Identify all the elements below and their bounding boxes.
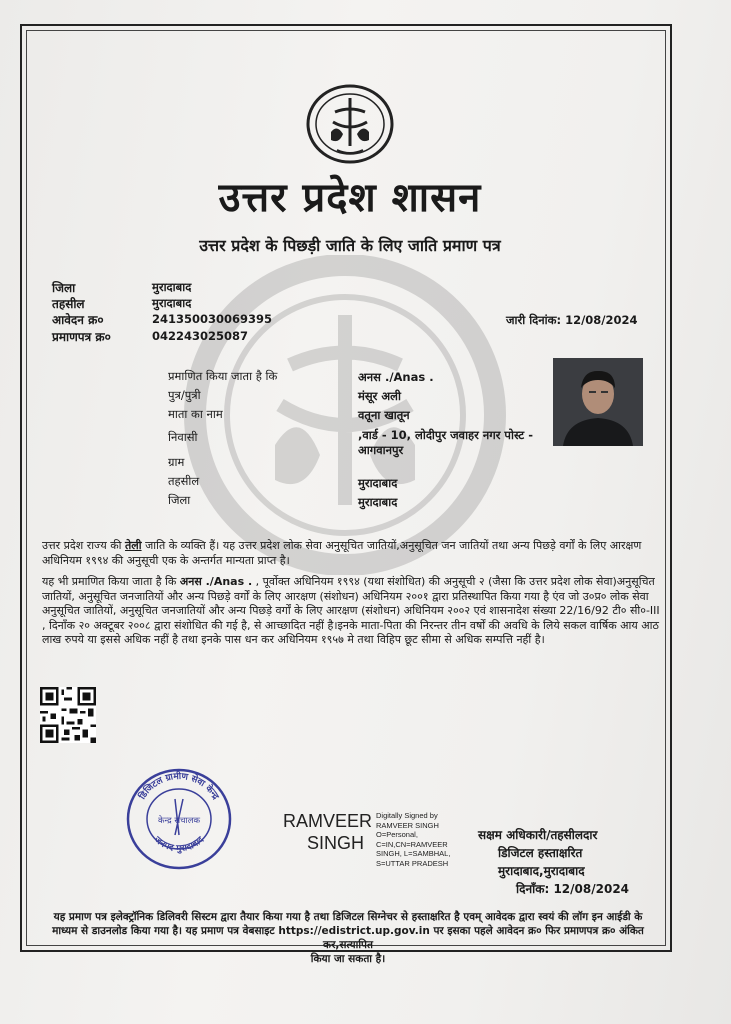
digital-sig-line2: RAMVEER SINGH [376,820,439,830]
svg-text:जनपद मुरादाबाद [151,834,207,854]
certification-paragraph-start: यह भी प्रमाणित किया जाता है कि [42,575,177,588]
seal-bottom-text: जनपद मुरादाबाद [152,835,206,855]
authority-location: मुरादाबाद,मुरादाबाद [498,864,585,878]
signer-name-line1: RAMVEER [283,811,373,831]
authority-date: 12/08/2024 [553,882,630,896]
person-silhouette-icon [553,358,643,446]
issue-date-line [506,313,638,328]
digital-sig-line4: C=IN,CN=RAMVEER [376,839,448,849]
certification-paragraph-end: , पूर्वोक्त अधिनियम १९९४ (यथा संशोधित) की अनुसूची २ (जैसा कि उत्तर प्रदेश लोक सेवा)अनुसूचित जातियों, अनुसूचित जनजातियों और अन्य पिछड़े वर्गों के लिए आरक्षण (संशोधन) अधिनियम २००१ द्वारा प्रतिस्थापित किया गया है एंव जो उ०प्र० लोक सेवा अनुसूचित जातियों, अनुसूचित जनजातियों और अन्य पिछड़े वर्गों के लिए आरक्षण (संशोधन) अधिनियम २००२ एवं शासनादेश संख्या 22/16/92 टी० सी०-III , दिनाँक २० अक्टूबर २००८ द्वारा संशोधित की गई है, से आच्छादित नहीं है।इनके माता-पिता की निरन्तर तीन वर्षों की अवधि के लिये सकल वार्षिक आय आठ लाख रुपये या इससे अधिक नहीं है तथा इनके पास धन कर अधिनियम १९५७ मे तथा विहिप छूट सीमा से अधिक सम्पत्ति नहीं है। [42,575,660,646]
qr-code [40,687,96,743]
footer-line2-end: पर इसका पहले आवेदन क्र० फिर प्रमाणपत्र क्र० अंकित कर,सत्यापित [323,925,644,951]
person-tehsil: मुरादाबाद [358,476,398,490]
issue-date-label: जारी दिनांक: [506,313,562,327]
authority-date-line [478,880,629,898]
footer-line1: यह प्रमाण पत्र इलेक्ट्रॉनिक डिलिवरी सिस्टम द्वारा तैयार किया गया है तथा डिजिटल सिग्नेचर से हस्ताक्षरित है एवम् आवेदक द्वारा स्वयं की लॉग इन आईडी के [53,911,643,923]
person-district: मुरादाबाद [358,495,398,509]
seal-center-text: केन्द्र संचालक [157,816,201,826]
certificate-number: 042243025087 [152,329,249,343]
address: ,वार्ड - 10, लोदीपुर जवाहर नगर पोस्ट - आगवानपुर [358,428,533,457]
footer-note [28,910,668,966]
application-number-label: आवेदन क्र० [52,313,104,327]
page-title: उत्तर प्रदेश शासन [218,174,482,221]
father-name: मंसूर अली [358,389,401,403]
footer-line2-start: माध्यम से डाउनलोड किया गया है। यह प्रमाण पत्र वेबसाइट [52,925,275,937]
person-tehsil-label: तहसील [168,474,200,488]
tehsil-label: तहसील [52,297,85,311]
applicant-photo [553,358,643,446]
applicant-name: अनस ./Anas . [358,370,434,384]
caste-paragraph-start: उत्तर प्रदेश राज्य की [42,539,122,552]
authority-title: सक्षम अधिकारी/तहसीलदार [478,828,598,842]
caste-name: तेली [125,539,142,552]
up-government-emblem [305,84,395,164]
digital-sig-line1: Digitally Signed by [376,811,438,820]
signer-name-line2: SINGH [307,833,365,853]
certificate-number-label: प्रमाणपत्र क्र० [52,330,111,344]
authority-signed: डिजिटल हस्ताक्षरित [498,846,583,860]
caste-paragraph-end: जाति के व्यक्ति हैं। यह उत्तर प्रदेश लोक सेवा अनुसूचित जातियों,अनुसूचित जन जातियों तथा अन्य पिछड़े वर्गों के लिए आरक्षण अधिनियम १९९४ की अनुसूची एक के अन्तर्गत मान्यता प्राप्त है। [42,539,642,567]
seal-ring-text: डिजिटल ग्रामीण सेवा केन्द्र [137,771,221,802]
certified-label: प्रमाणित किया जाता है कि [168,369,278,383]
caste-paragraph [42,539,662,568]
issue-date: 12/08/2024 [565,313,638,327]
digital-signature-details [376,811,450,868]
digital-sig-line3: O=Personal, [376,830,418,839]
certificate-subtitle: उत्तर प्रदेश के पिछड़ी जाति के लिए जाति प्रमाण पत्र [199,236,501,255]
certification-paragraph [42,575,662,648]
footer-line3: किया जा सकता है। [310,953,386,965]
verification-url[interactable]: https://edistrict.up.gov.in [278,925,430,937]
svg-text:डिजिटल ग्रामीण सेवा केन्द्र [136,770,221,803]
footer-line2 [28,924,668,952]
child-of-label: पुत्र/पुत्री [168,388,201,402]
certification-name: अनस ./Anas . [179,575,253,588]
district-label: जिला [52,281,76,295]
application-number: 241350030069395 [152,312,273,326]
signer-name [283,810,372,854]
digital-seva-seal [125,767,233,871]
village-label: ग्राम [168,455,185,469]
district-value: मुरादाबाद [152,280,192,294]
digital-sig-line6: S=UTTAR PRADESH [376,858,449,868]
resident-label: निवासी [168,430,198,444]
person-district-label: जिला [168,493,191,507]
authority-date-label: दिनाँक: [516,882,550,896]
mother-name: वतूना खातून [358,408,410,422]
mother-label: माता का नाम [168,407,223,421]
authority-block [478,826,629,898]
digital-sig-line5: SINGH, L=SAMBHAL, [376,849,451,858]
emblem-watermark [180,255,510,575]
tehsil-value: मुरादाबाद [152,296,192,310]
